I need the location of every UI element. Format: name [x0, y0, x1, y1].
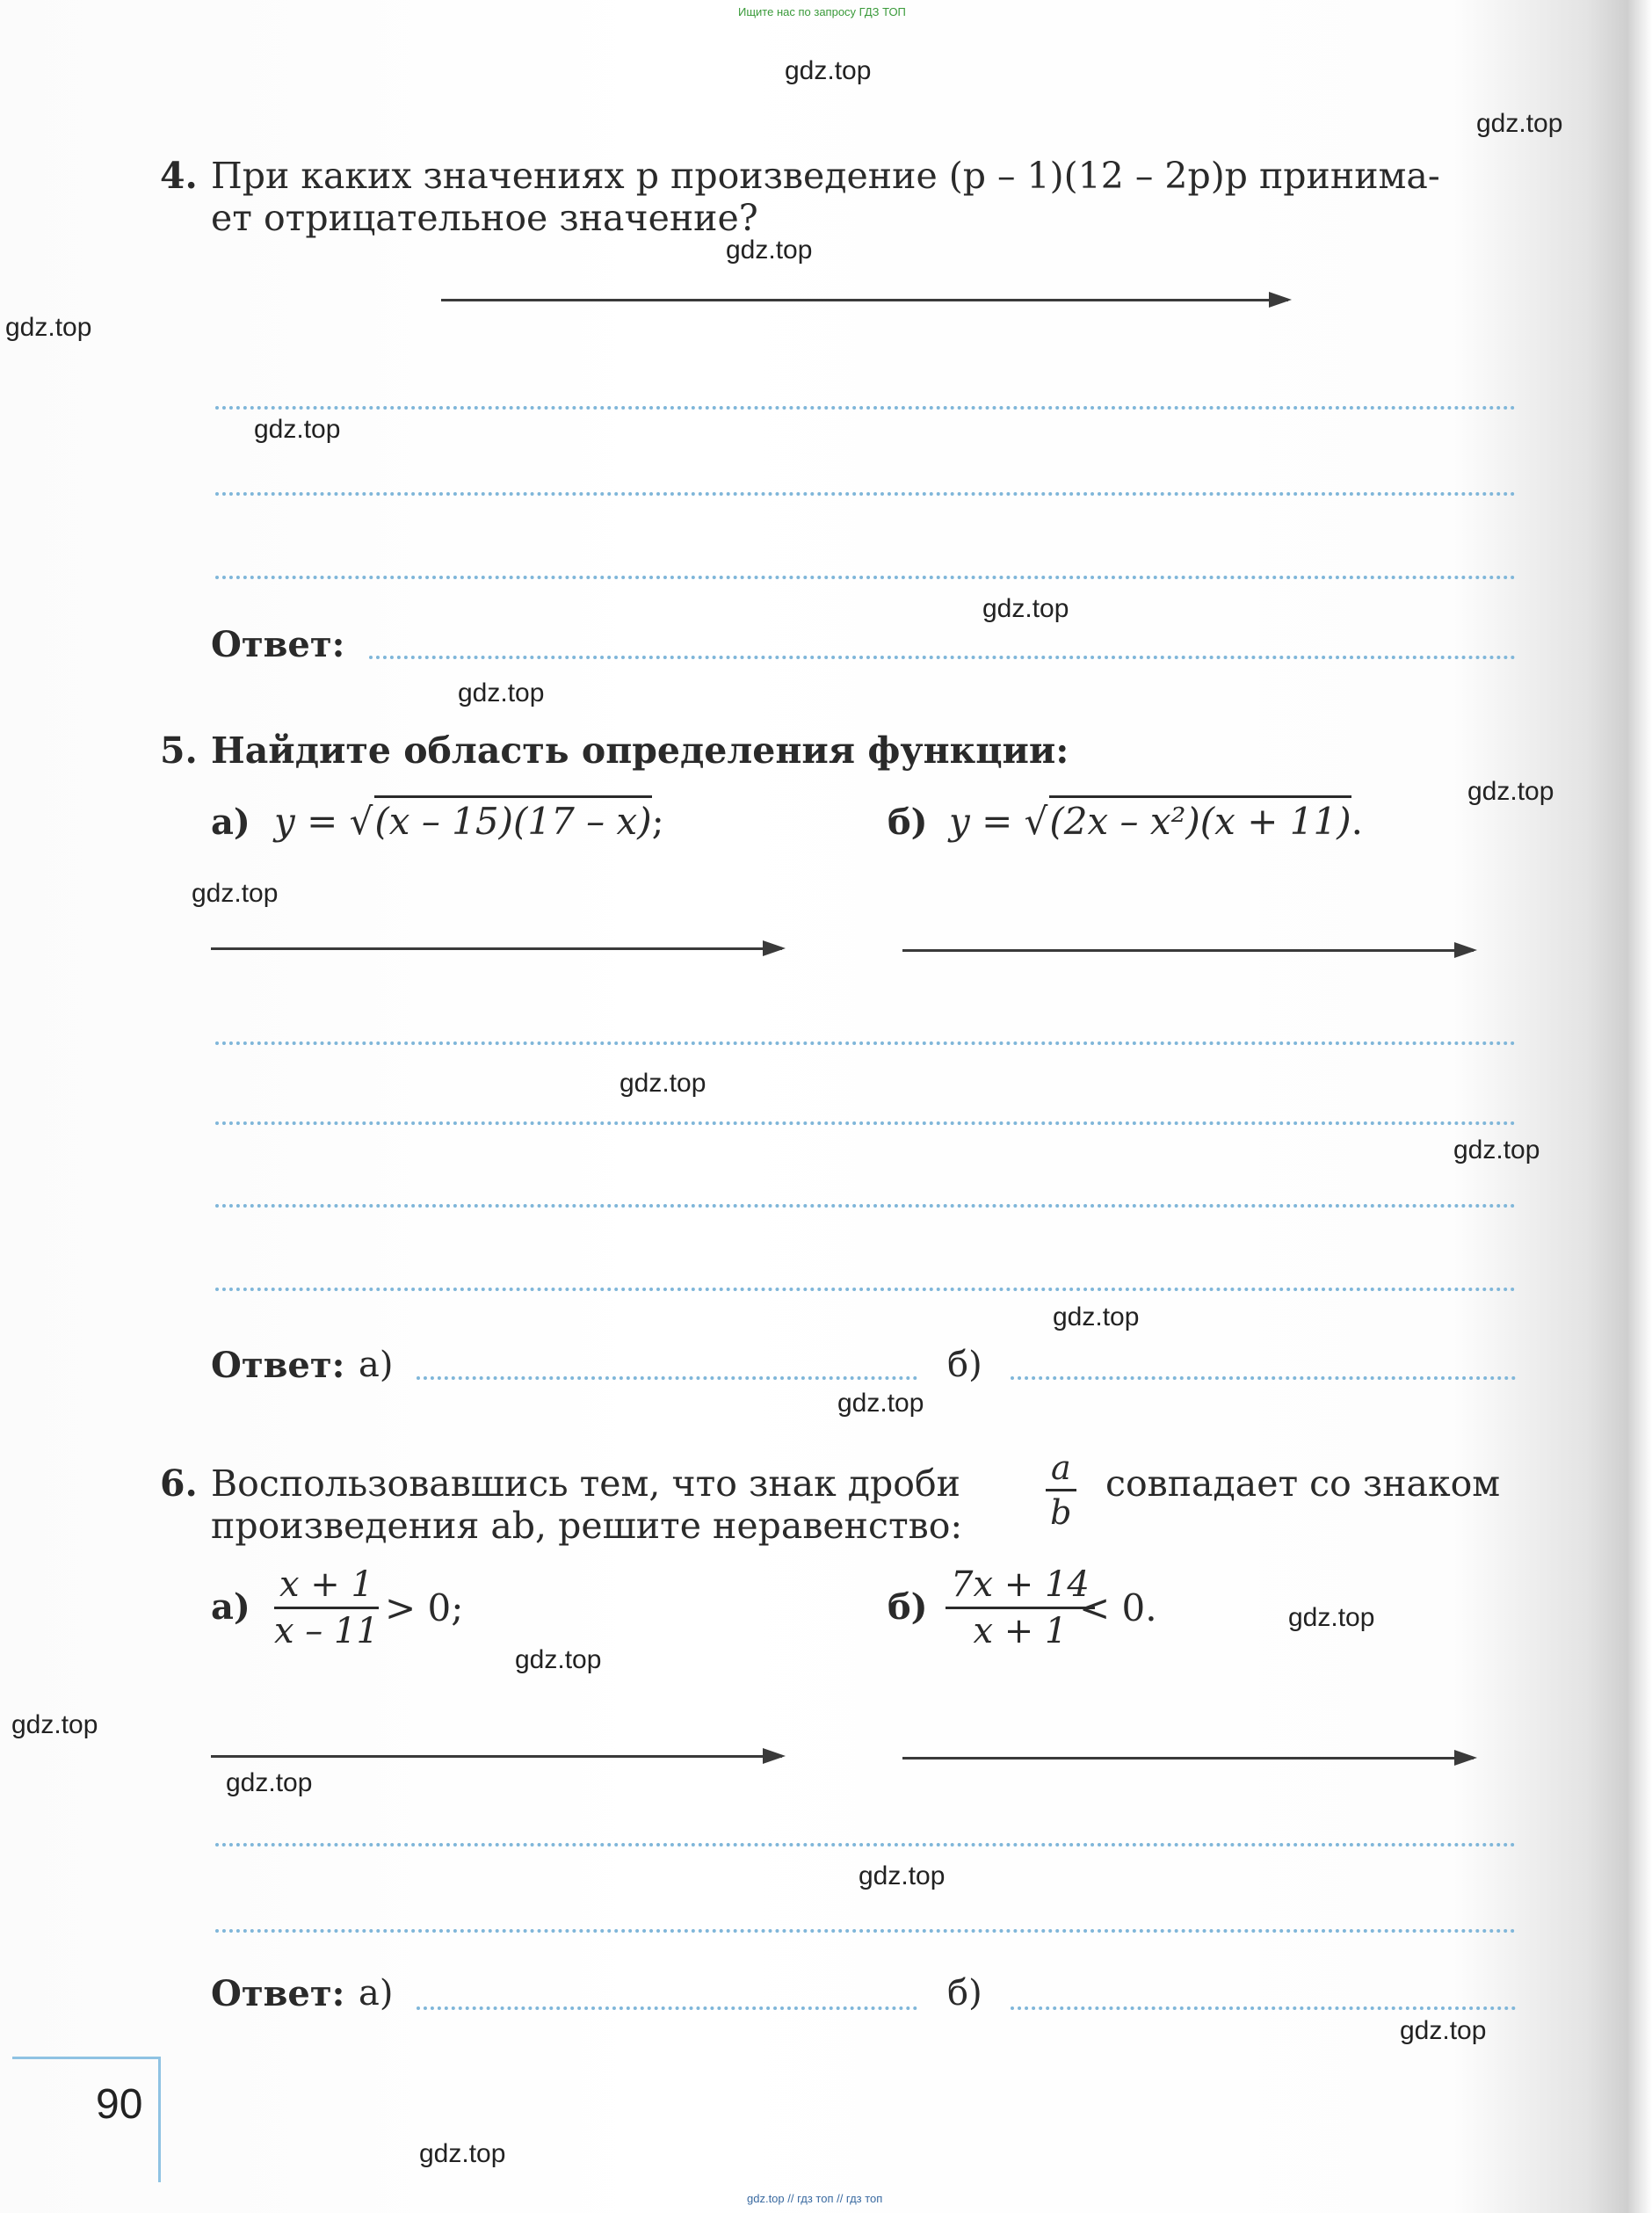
answer-b-field[interactable]: [1011, 2006, 1516, 2010]
top-note: Ищите нас по запросу ГДЗ ТОП: [738, 5, 906, 18]
watermark: gdz.top: [837, 1389, 924, 1418]
task-number: 5.: [160, 729, 198, 772]
number-line-arrow-a: [211, 1755, 782, 1758]
answer-label: Ответ:: [211, 1973, 345, 2014]
number-line-arrow-a: [211, 947, 782, 950]
part-b-label: б): [888, 1586, 928, 1628]
watermark: gdz.top: [1467, 777, 1554, 806]
part-b-label: б): [888, 802, 928, 843]
watermark: gdz.top: [1053, 1302, 1140, 1331]
watermark: gdz.top: [254, 415, 341, 444]
watermark: gdz.top: [458, 678, 545, 707]
part-a-label: а): [211, 802, 250, 843]
answer-b-label: б): [947, 1345, 982, 1385]
inequality-b-relation: < 0.: [1079, 1586, 1157, 1629]
answer-line[interactable]: [215, 1843, 1516, 1847]
watermark: gdz.top: [226, 1768, 313, 1797]
part-a-label: а): [211, 1586, 250, 1628]
number-line-arrow-b: [902, 1757, 1474, 1760]
page-number-box: [12, 2057, 161, 2182]
answer-b-field[interactable]: [1011, 1376, 1516, 1380]
watermark: gdz.top: [192, 879, 279, 908]
task-6-line-1b: совпадает со знаком: [1105, 1462, 1501, 1505]
task-5: [160, 729, 1531, 772]
answer-line[interactable]: [215, 406, 1516, 410]
watermark: gdz.top: [1453, 1136, 1540, 1165]
answer-line[interactable]: [215, 1929, 1516, 1933]
watermark: gdz.top: [982, 594, 1069, 623]
answer-label: Ответ:: [211, 624, 345, 665]
watermark: gdz.top: [11, 1710, 98, 1739]
function-b: y = √(2x – x²)(x + 11).: [949, 795, 1363, 843]
task-4: [160, 155, 1531, 239]
answer-a-label: а): [359, 1345, 394, 1385]
answer-label: Ответ:: [211, 1345, 345, 1386]
watermark: gdz.top: [5, 313, 92, 342]
answer-line[interactable]: [215, 492, 1516, 496]
watermark: gdz.top: [1288, 1603, 1375, 1632]
answer-a-field[interactable]: [417, 1376, 917, 1380]
answer-line[interactable]: [215, 1121, 1516, 1125]
task-5-text: Найдите область определения функции:: [211, 729, 1069, 772]
answer-line[interactable]: [215, 1288, 1516, 1291]
answer-field[interactable]: [369, 656, 1516, 659]
watermark: gdz.top: [726, 236, 813, 265]
answer-b-label: б): [947, 1973, 982, 2013]
fraction-a-over-b: a b: [1046, 1448, 1076, 1532]
watermark: gdz.top: [620, 1069, 706, 1098]
task-number: 6.: [160, 1462, 198, 1505]
task-number: 4.: [160, 155, 198, 197]
number-line-arrow: [441, 299, 1288, 301]
answer-line[interactable]: [215, 1204, 1516, 1208]
answer-line[interactable]: [215, 1041, 1516, 1045]
answer-line[interactable]: [215, 576, 1516, 579]
watermark: gdz.top: [1476, 109, 1563, 138]
watermark: gdz.top: [515, 1645, 602, 1674]
function-a: y = √(x – 15)(17 – x);: [274, 795, 664, 843]
fraction-a: x + 1 x – 11: [274, 1564, 379, 1651]
watermark: gdz.top: [419, 2139, 506, 2168]
number-line-arrow-b: [902, 949, 1474, 952]
watermark: gdz.top: [785, 56, 872, 85]
answer-a-field[interactable]: [417, 2006, 917, 2010]
task-6-line-2: произведения ab, решите неравенство:: [211, 1505, 963, 1547]
answer-a-label: а): [359, 1973, 394, 2013]
inequality-a-relation: > 0;: [385, 1586, 464, 1629]
task-4-line-1: При каких значениях p произведение (p – 1)(12 – 2p)p принима-: [211, 155, 1440, 197]
task-4-line-2: ет отрицательное значение?: [211, 197, 758, 239]
fraction-b: 7x + 14 x + 1: [946, 1564, 1095, 1651]
footer-note: gdz.top // гдз топ // гдз топ: [747, 2192, 883, 2205]
task-6-line-1a: Воспользовавшись тем, что знак дроби: [211, 1462, 960, 1505]
watermark: gdz.top: [1400, 2016, 1487, 2045]
watermark: gdz.top: [859, 1861, 946, 1890]
page-number: 90: [96, 2081, 143, 2128]
